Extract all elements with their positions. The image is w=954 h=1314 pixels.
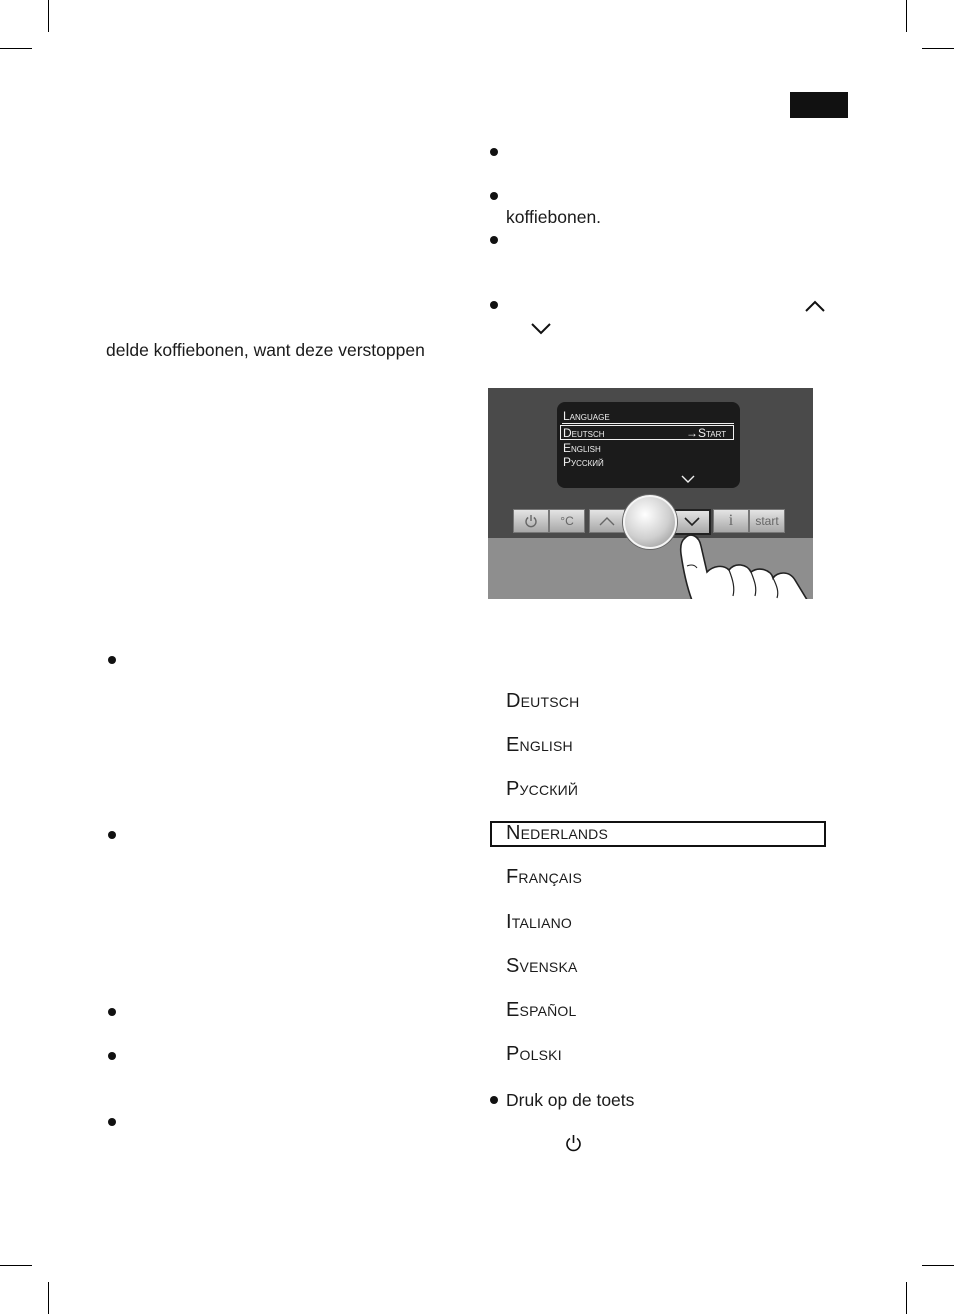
display-item: English	[563, 441, 601, 455]
language-option[interactable]: Italiano	[506, 911, 573, 933]
rotary-knob[interactable]	[623, 495, 677, 549]
language-option[interactable]: Español	[506, 999, 577, 1021]
bullet	[108, 831, 116, 839]
language-option-selected[interactable]: Nederlands	[506, 822, 609, 844]
bullet	[108, 1118, 116, 1126]
language-option[interactable]: Pусский	[506, 778, 579, 800]
info-button[interactable]: i	[713, 509, 749, 533]
hand-pointer-icon	[673, 528, 813, 599]
crop-mark	[906, 1282, 907, 1314]
power-button[interactable]	[513, 509, 549, 533]
power-icon	[524, 514, 538, 528]
crop-mark	[48, 1282, 49, 1314]
control-panel-illustration	[488, 388, 813, 599]
bullet	[490, 301, 498, 309]
temperature-button[interactable]: °C	[549, 509, 585, 533]
chevron-down-icon	[681, 475, 695, 484]
bullet	[490, 148, 498, 156]
chevron-up-icon	[804, 299, 826, 313]
chevron-down-icon	[684, 517, 700, 527]
display-header-rule	[562, 423, 734, 424]
language-tab-marker	[790, 92, 848, 118]
language-option[interactable]: Deutsch	[506, 690, 580, 712]
bullet	[108, 656, 116, 664]
language-option[interactable]: Français	[506, 866, 583, 888]
chevron-down-icon	[530, 322, 552, 336]
display-item: Deutsch	[563, 426, 605, 440]
crop-mark	[922, 1265, 954, 1266]
bullet	[490, 236, 498, 244]
crop-mark	[922, 48, 954, 49]
start-button[interactable]: start	[749, 509, 785, 533]
crop-mark	[0, 48, 32, 49]
display-item-action: →Start	[686, 426, 727, 440]
bullet	[108, 1008, 116, 1016]
bullet-text: koffiebonen.	[506, 207, 602, 227]
display-screen	[557, 402, 740, 488]
language-option[interactable]: Polski	[506, 1043, 562, 1065]
display-header: Language	[563, 409, 610, 423]
crop-mark	[0, 1265, 32, 1266]
chevron-up-icon	[599, 516, 615, 526]
crop-mark	[48, 0, 49, 32]
power-icon	[565, 1134, 582, 1152]
crop-mark	[906, 0, 907, 32]
bullet	[490, 1096, 498, 1104]
up-button[interactable]	[589, 509, 625, 533]
bullet	[490, 192, 498, 200]
language-option[interactable]: English	[506, 734, 573, 756]
display-item: Pусский	[563, 455, 604, 469]
language-option[interactable]: Svenska	[506, 955, 578, 977]
left-text-line: delde koffiebonen, want deze verstoppen	[106, 340, 425, 360]
bullet	[108, 1052, 116, 1060]
bullet-text: Druk op de toets	[506, 1090, 635, 1110]
